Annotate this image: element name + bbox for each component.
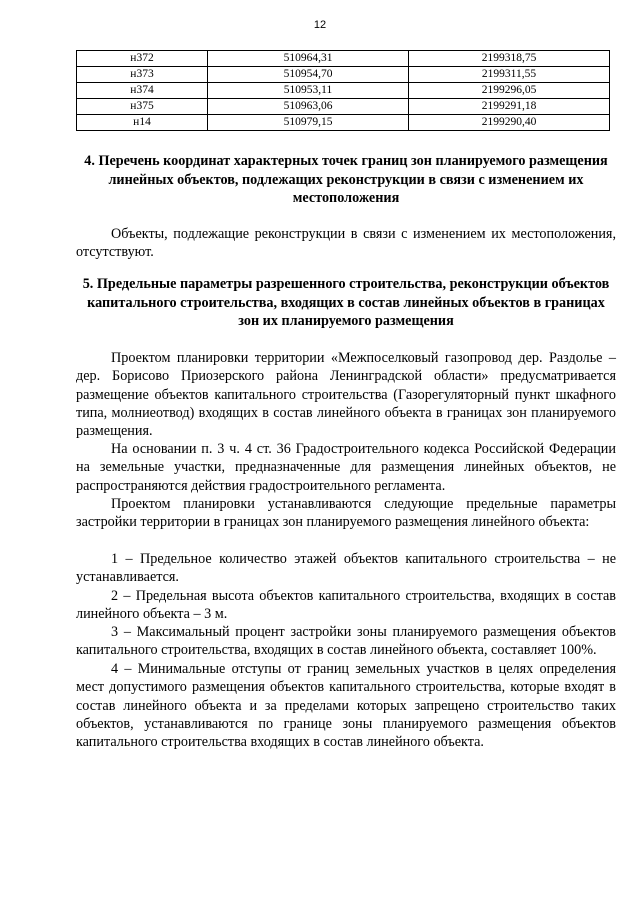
table-row [77,51,610,67]
section-5-paragraph-5: 2 – Предельная высота объектов капитального строительства, входящих в состав линейного объекта – 3 м. [76,588,616,623]
page-number: 12 [313,19,327,31]
table-row [77,83,610,99]
coordinates-table [76,50,610,131]
section-5-paragraph-4: 1 – Предельное количество этажей объектов капитального строительства – не устанавливается. [76,551,616,586]
y-coordinate-cell: 2199318,75 [409,51,610,67]
section-5-title: 5. Предельные параметры разрешенного строительства, реконструкции объектов капитального строительства, входящих в состав линейных объектов в границах зон их планируемого размещения [82,276,610,329]
x-coordinate-cell: 510979,15 [208,115,409,131]
table-row [77,115,610,131]
table-row [77,99,610,115]
y-coordinate-cell: 2199291,18 [409,99,610,115]
section-5-paragraph-1: Проектом планировки территории «Межпоселковый газопровод дер. Раздолье – дер. Борисово Приозерского района Ленинградской области» предусматривается размещение объектов капитального строительства (Газорегуляторный пункт шкафного типа, молниеотвод) входящих в состав линейного объекта в границах зон планируемого размещения. [76,350,616,440]
table-row [77,67,610,83]
section-5-paragraph-3: Проектом планировки устанавливаются следующие предельные параметры застройки территории в границах зон планируемого размещения линейного объекта: [76,496,616,531]
y-coordinate-cell: 2199290,40 [409,115,610,131]
x-coordinate-cell: 510964,31 [208,51,409,67]
x-coordinate-cell: 510954,70 [208,67,409,83]
y-coordinate-cell: 2199296,05 [409,83,610,99]
section-5-paragraph-2: На основании п. 3 ч. 4 ст. 36 Градостроительного кодекса Российской Федерации на земельные участки, предназначенные для размещения линейных объектов, не распространяются действия градостроительного регламента. [76,441,616,494]
y-coordinate-cell: 2199311,55 [409,67,610,83]
x-coordinate-cell: 510953,11 [208,83,409,99]
point-name-cell: н374 [77,83,208,99]
point-name-cell: н375 [77,99,208,115]
x-coordinate-cell: 510963,06 [208,99,409,115]
section-5-paragraph-7: 4 – Минимальные отступы от границ земельных участков в целях определения мест допустимого размещения объектов капитального строительства, которые входят в состав линейного объекта и за пределами которых запрещено строительство таких объектов, устанавливаются по границе зоны планируемого размещения объектов капитального строительства входящих в состав линейного объекта. [76,661,616,751]
point-name-cell: н373 [77,67,208,83]
point-name-cell: н372 [77,51,208,67]
section-4-text: Объекты, подлежащие реконструкции в связи с изменением их местоположения, отсутствуют. [76,226,616,261]
section-5-paragraph-6: 3 – Максимальный процент застройки зоны планируемого размещения объектов капитального строительства, входящих в состав линейного объекта, составляет 100%. [76,624,616,659]
point-name-cell: н14 [77,115,208,131]
section-4-title: 4. Перечень координат характерных точек границ зон планируемого размещения линейных объектов, подлежащих реконструкции в связи с изменением их местоположения [84,153,608,206]
